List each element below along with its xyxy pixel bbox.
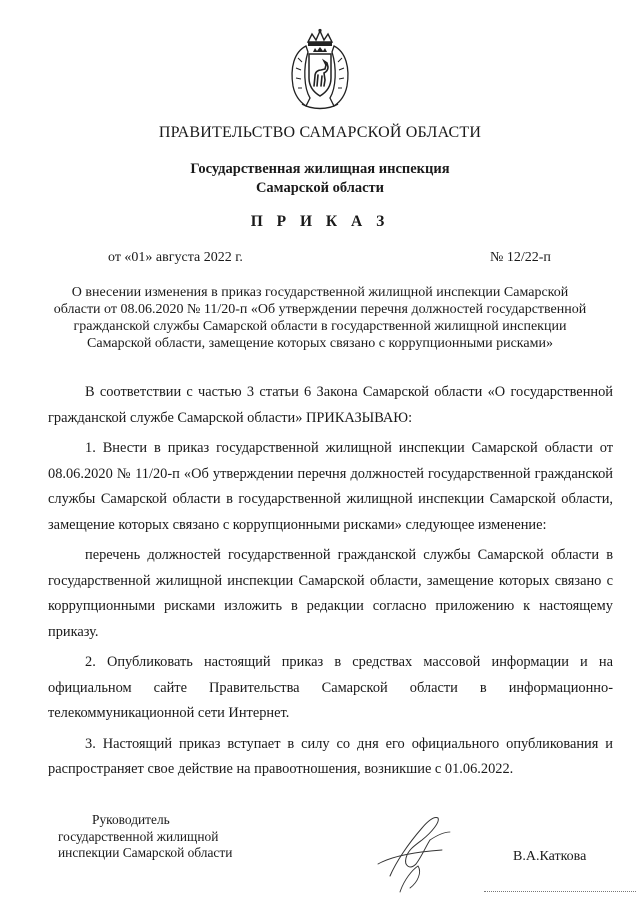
document-type: П Р И К А З xyxy=(250,213,390,230)
order-subject: О внесении изменения в приказ государственной жилищной инспекции Самарской области от 08.06.2020 № 11/20-п «Об утверждении перечня должностей государственной гражданской службы Самарской области в государственной жилищной инспекции Самарской области, замещение которых связано с коррупционными рисками» xyxy=(53,285,587,351)
order-number: № 12/22-п xyxy=(490,250,551,265)
order-body xyxy=(48,380,613,788)
signatory-title-line2: государственной жилищной xyxy=(58,828,219,844)
signatory-title-line3: инспекции Самарской области xyxy=(58,845,233,860)
item-1-change-paragraph: перечень должностей государственной гражданской службы Самарской области в государственной жилищной инспекции Самарской области, замещение которых связано с коррупционными рисками изложить в редакции согласно приложению к настоящему приказу. xyxy=(48,547,613,640)
handwritten-signature-icon xyxy=(370,806,460,894)
signatory-name: В.А.Каткова xyxy=(513,849,587,864)
inspection-name-line1: Государственная жилищная инспекция xyxy=(190,161,450,177)
footer-divider xyxy=(484,891,636,892)
order-date: от «01» августа 2022 г. xyxy=(108,250,243,265)
item-1-paragraph: 1. Внести в приказ государственной жилищной инспекции Самарской области от 08.06.2020 № 11/20-п «Об утверждении перечня должностей государственной гражданской службы Самарской области в государственной жилищной инспекции Самарской области, замещение которых связано с коррупционными рисками» следующее изменение: xyxy=(48,440,613,533)
government-title: ПРАВИТЕЛЬСТВО САМАРСКОЙ ОБЛАСТИ xyxy=(158,124,482,141)
inspection-name-line2: Самарской области xyxy=(255,180,385,196)
inspection-name xyxy=(0,160,640,198)
item-2-paragraph: 2. Опубликовать настоящий приказ в средствах массовой информации и на официальном сайте Правительства Самарской области в информационно-телекоммуникационной сети Интернет. xyxy=(48,654,613,721)
item-3-paragraph: 3. Настоящий приказ вступает в силу со дня его официального опубликования и распространяет свое действие на правоотношения, возникшие с 01.06.2022. xyxy=(48,735,613,777)
coat-of-arms-icon xyxy=(284,28,356,110)
preamble-paragraph: В соответствии с частью 3 статьи 6 Закона Самарской области «О государственной гражданской службе Самарской области» ПРИКАЗЫВАЮ: xyxy=(48,384,613,426)
signatory-title xyxy=(58,812,232,862)
signatory-title-line1: Руководитель xyxy=(92,812,170,827)
